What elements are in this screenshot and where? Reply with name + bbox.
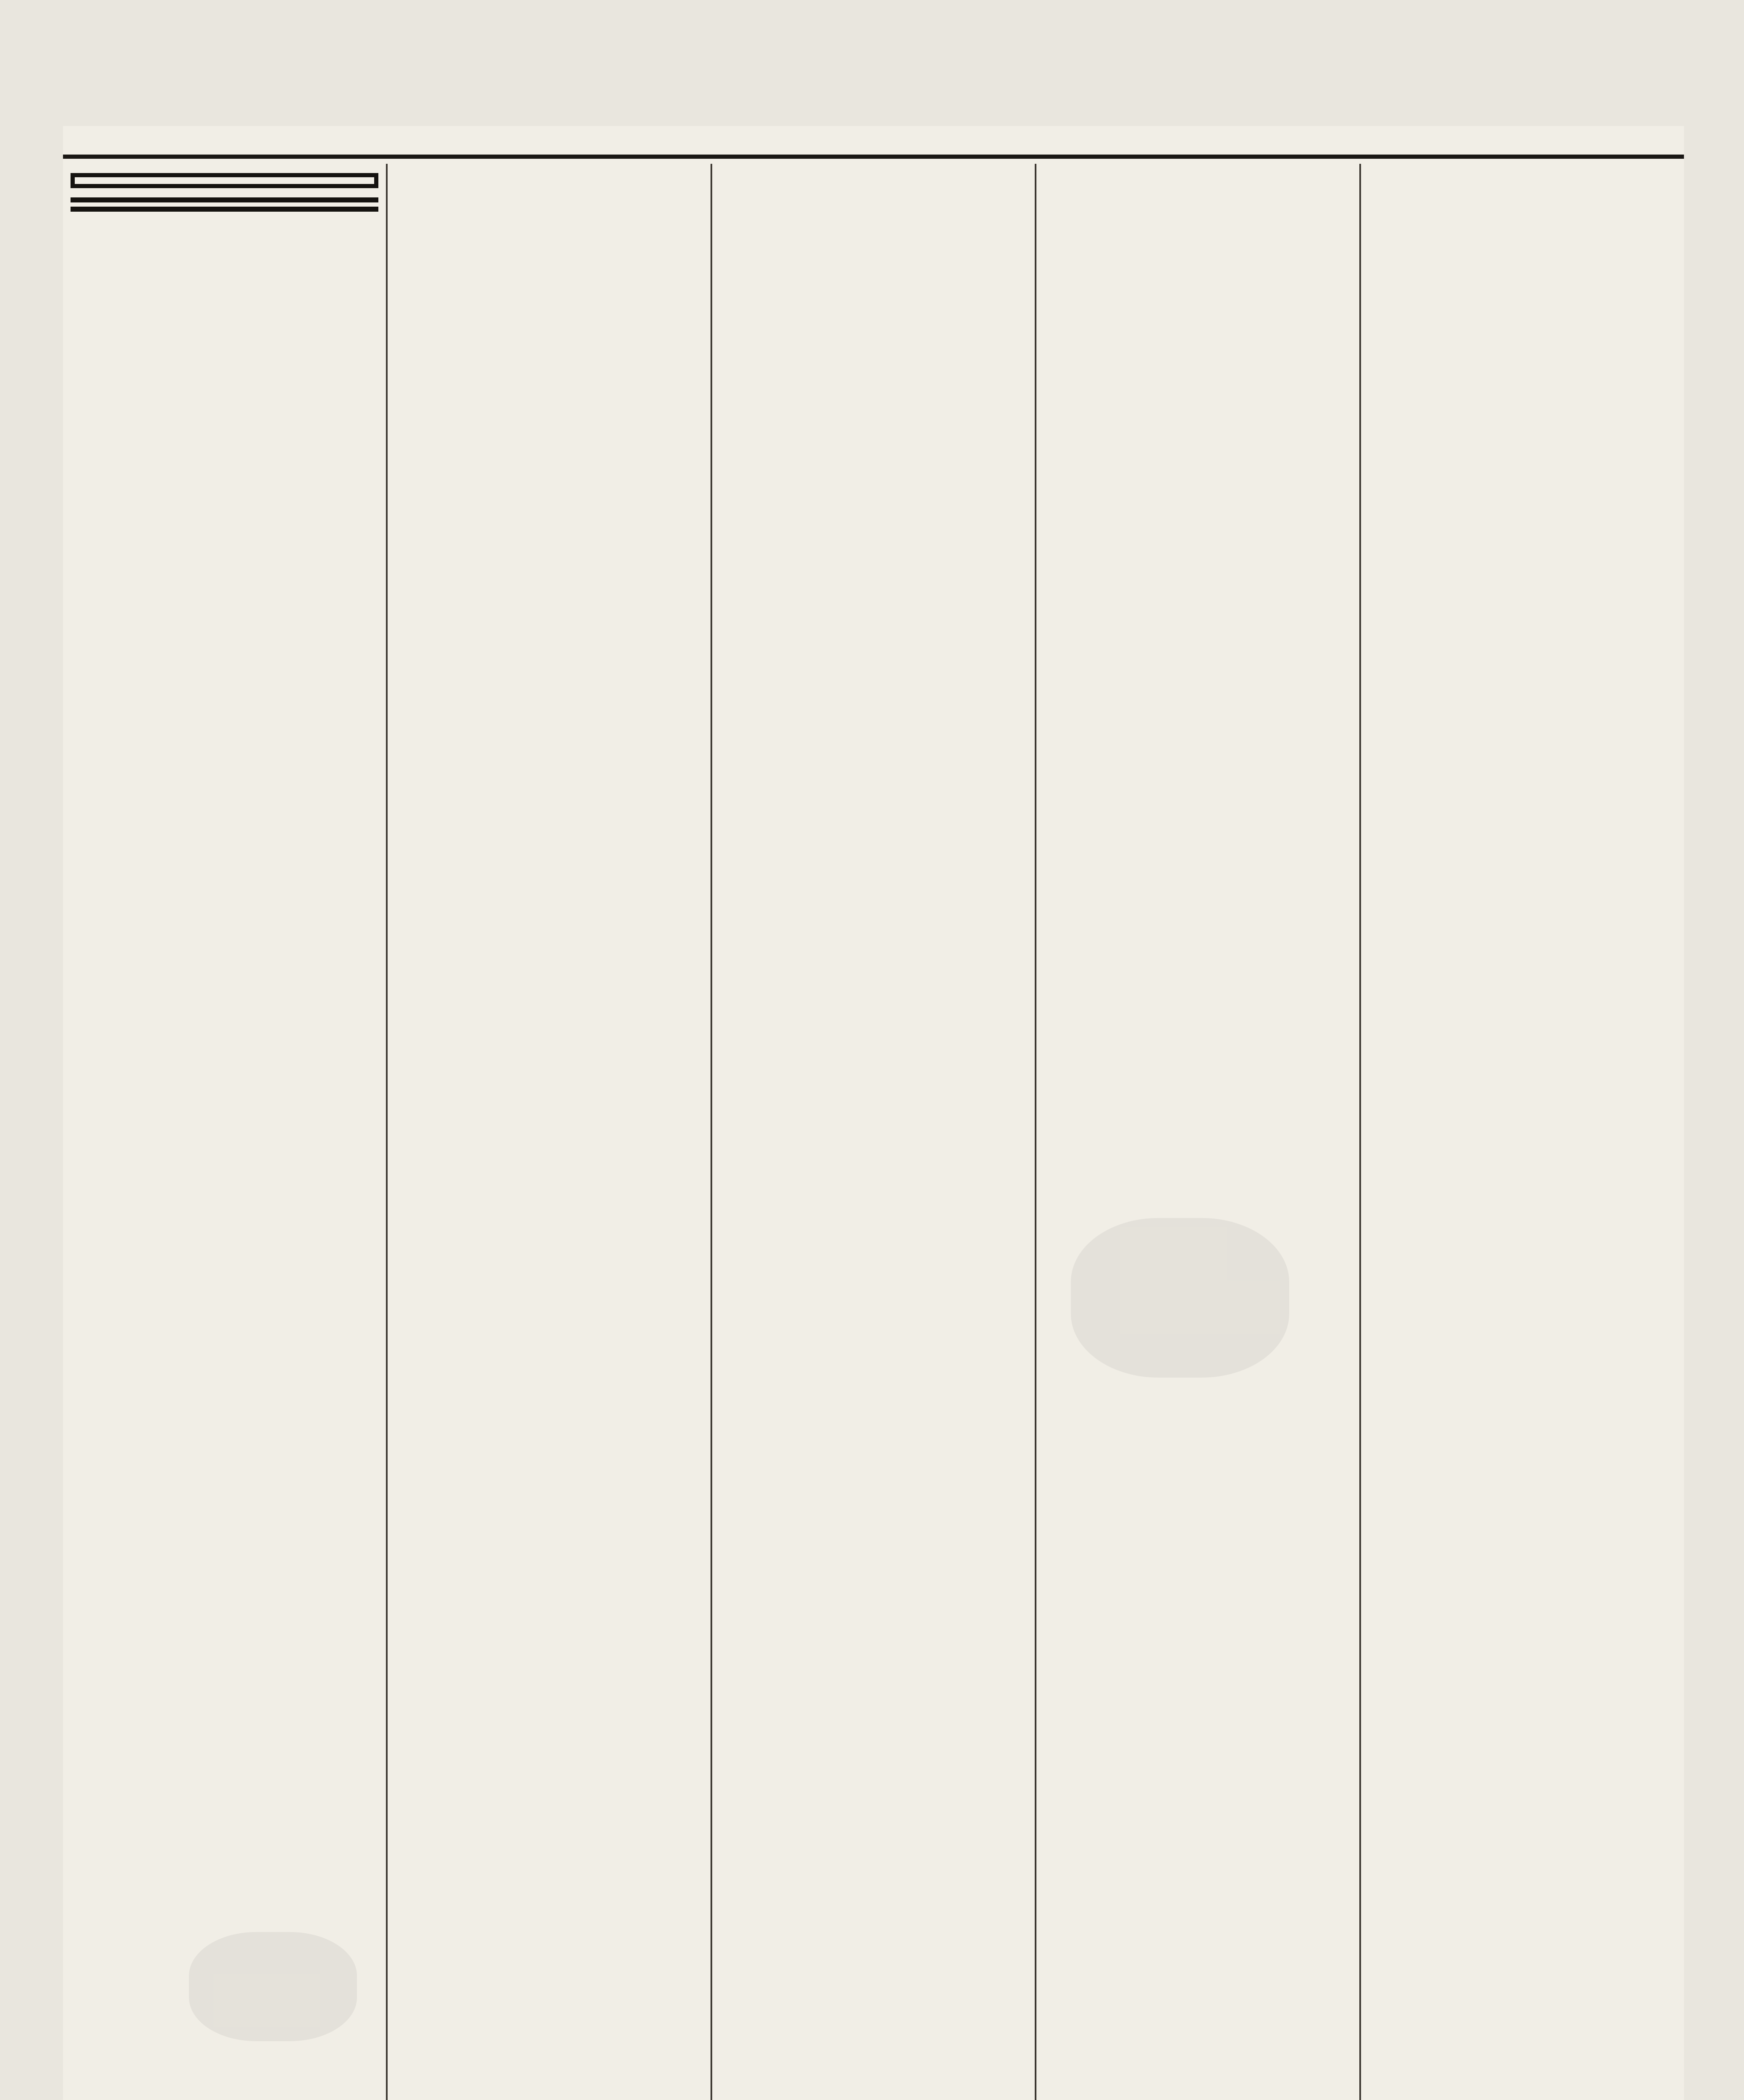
column-5 bbox=[1361, 164, 1684, 2100]
column-1 bbox=[63, 164, 388, 2100]
column-3 bbox=[712, 164, 1037, 2100]
masthead bbox=[63, 126, 1684, 159]
section-snatky bbox=[71, 207, 378, 212]
column-4 bbox=[1036, 164, 1361, 2100]
columns bbox=[63, 164, 1684, 2100]
column-2 bbox=[388, 164, 712, 2100]
newspaper-page bbox=[63, 126, 1684, 2100]
section-dopisy bbox=[71, 197, 378, 202]
classifieds-banner bbox=[71, 173, 378, 188]
